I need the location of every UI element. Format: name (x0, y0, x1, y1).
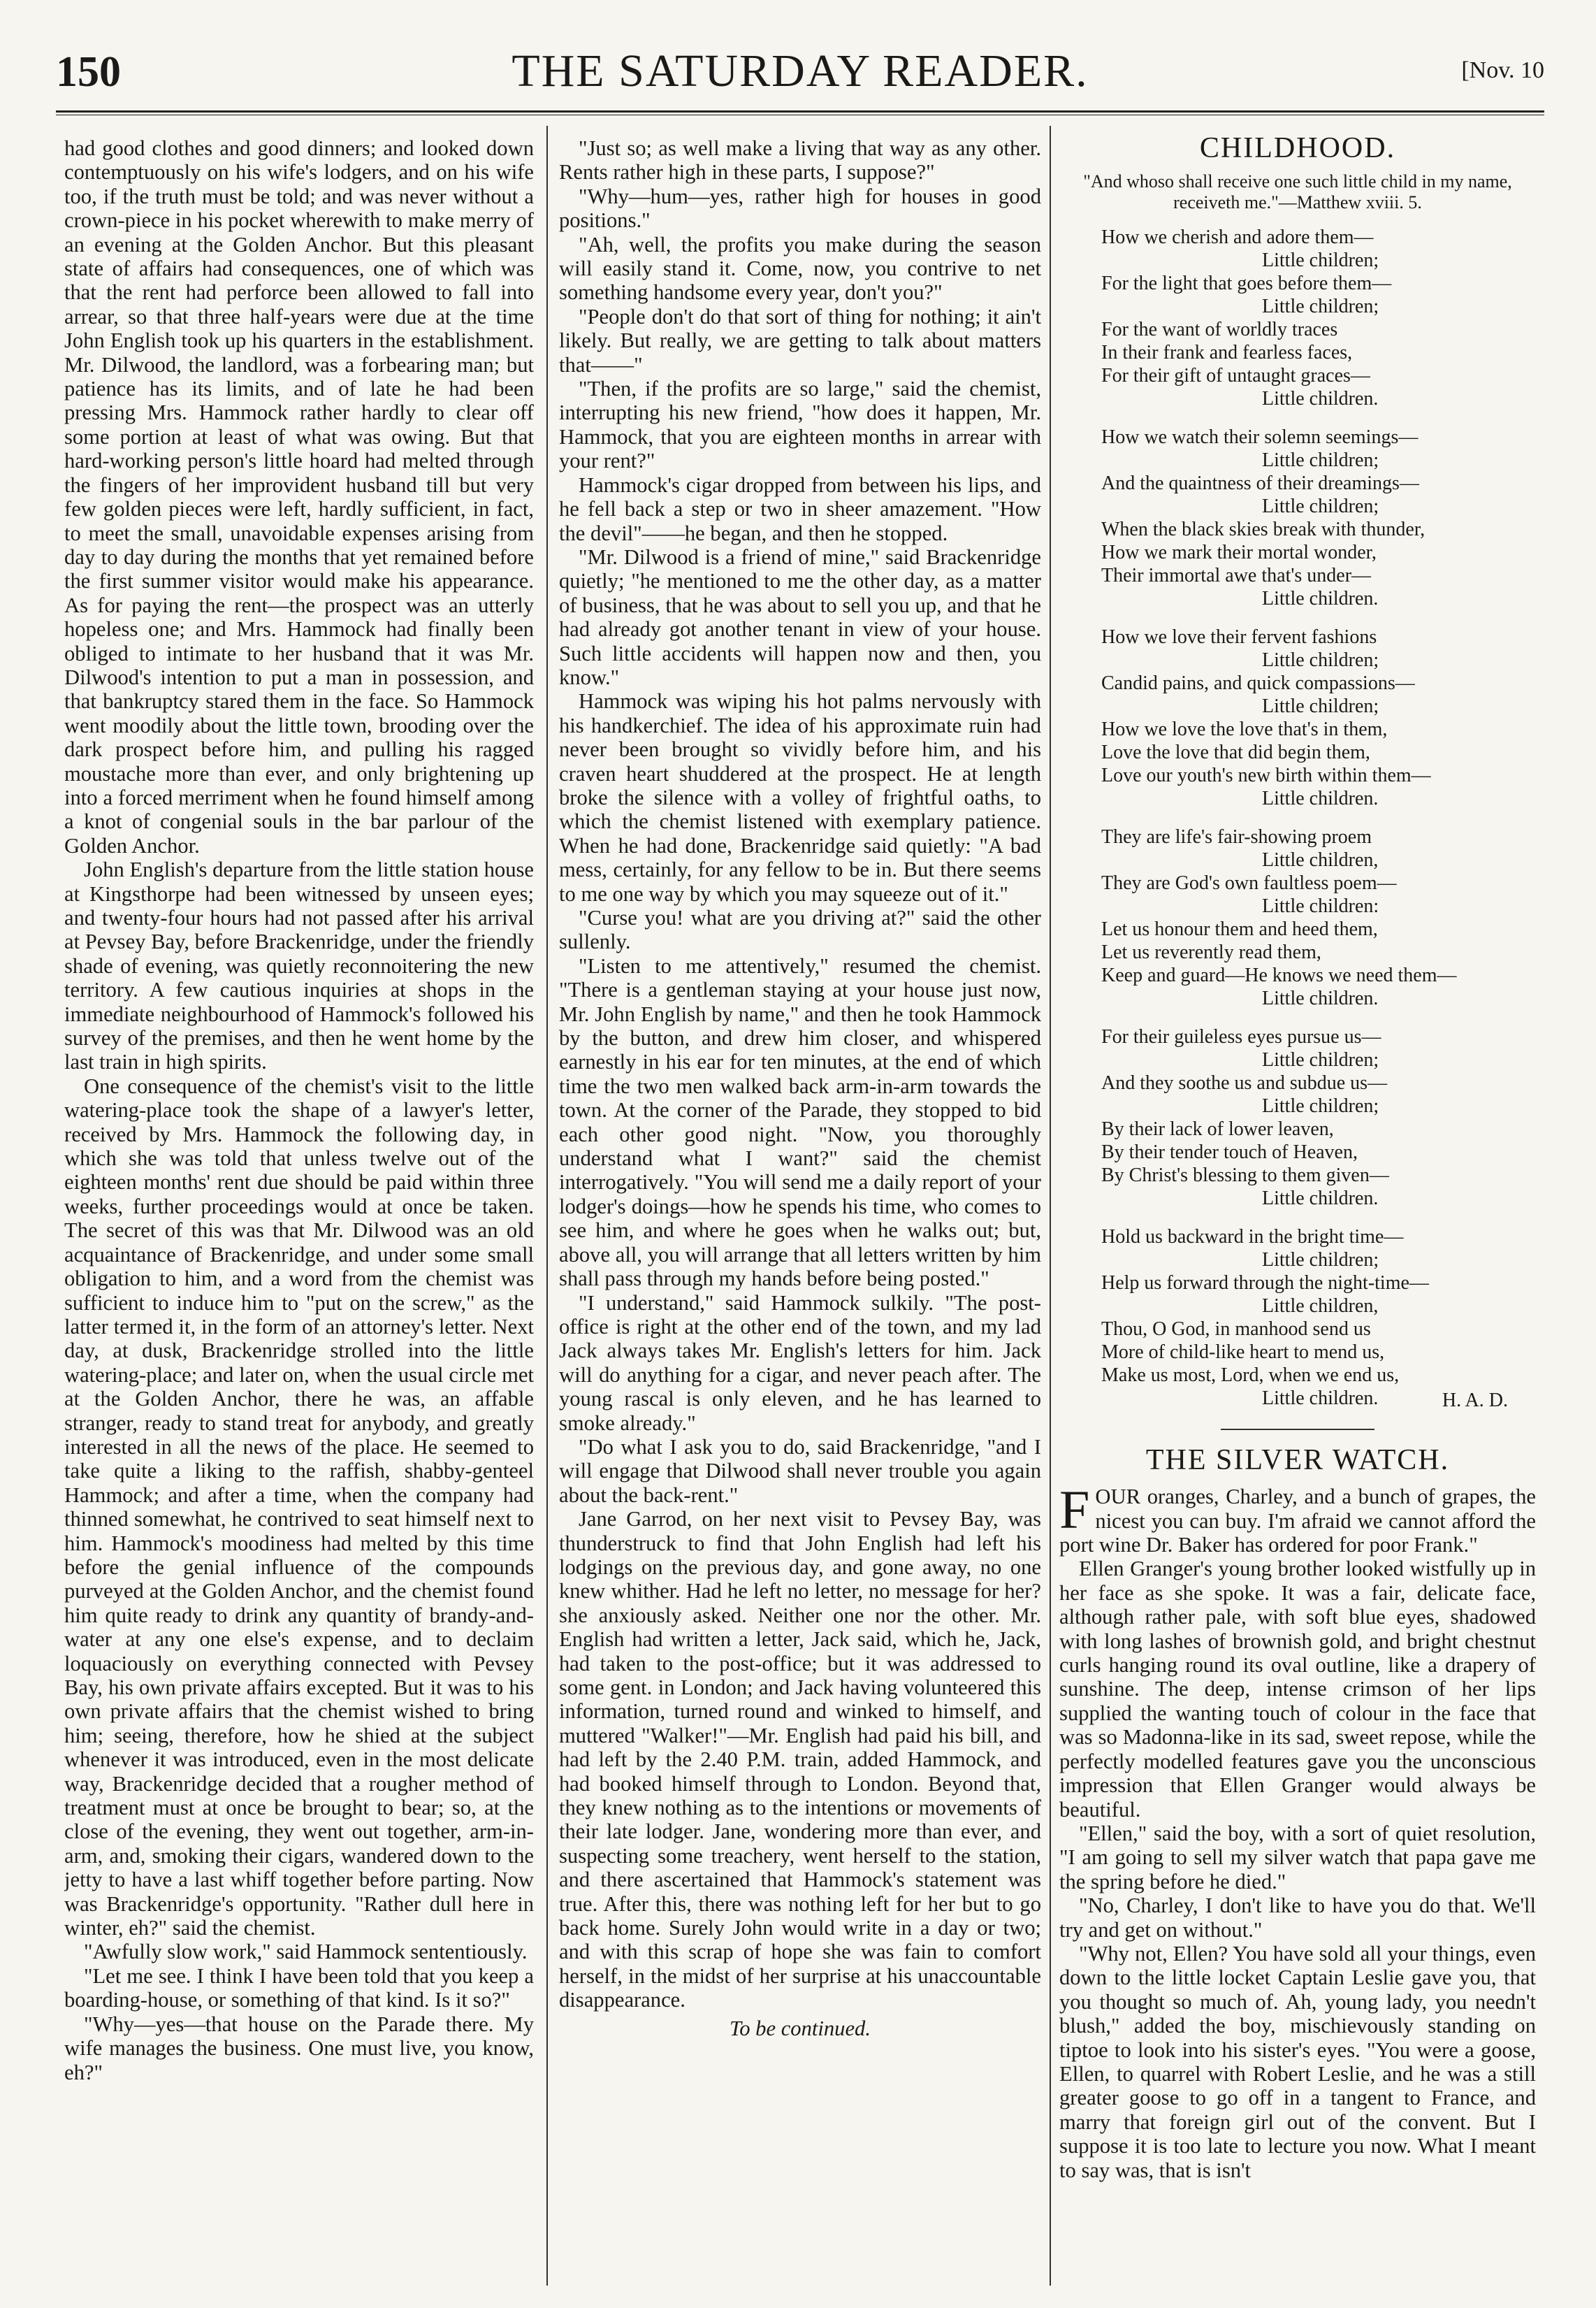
poem-line: Little children; (1262, 449, 1379, 472)
paragraph: OUR oranges, Charley, and a bunch of grapes, the nicest you can buy. I'm afraid we cannot afford the port wine Dr. Baker has ordered for poor Frank." (1059, 1485, 1536, 1557)
paragraph: "Just so; as well make a living that way as any other. Rents rather high in these parts, I suppose?" (559, 136, 1041, 185)
poem-stanza (1101, 1225, 1536, 1410)
poem-line: Their immortal awe that's under— (1101, 565, 1372, 587)
poem-line: Love the love that did begin them, (1101, 742, 1370, 764)
poem-line: Little children. (1262, 988, 1379, 1010)
poem-line: Little children; (1262, 296, 1379, 318)
poem-line: They are God's own faultless poem— (1101, 872, 1397, 895)
poem-line: Little children, (1262, 1295, 1379, 1318)
poem-line: Keep and guard—He knows we need them— (1101, 965, 1457, 987)
column-divider (546, 126, 548, 2286)
poem-line: For the light that goes before them— (1101, 273, 1392, 295)
paragraph: "Do what I ask you to do, said Brackenridge, "and I will engage that Dilwood shall never trouble you again about the back-rent." (559, 1434, 1041, 1507)
paragraph: "No, Charley, I don't like to have you do that. We'll try and get on without." (1059, 1894, 1536, 1942)
paragraph: "Why not, Ellen? You have sold all your things, even down to the little locket Captain Leslie gave you, that you thought so much of. Ah, young lady, you needn't blush," added the boy, mischievously standing on tiptoe to look into his sister's eyes. "You were a goose, Ellen, to quarrel with Robert Leslie, and he was a still greater goose to go off in a tangent to France, and marry that foreign girl out of the convent. But I suppose it is too late to lecture you now. What I meant to say was, that is isn't (1059, 1941, 1536, 2182)
paragraph: "Awfully slow work," said Hammock sententiously. (84, 1940, 528, 1964)
poem-title: CHILDHOOD. (1199, 136, 1396, 164)
poem-line: By Christ's blessing to them given— (1101, 1164, 1389, 1187)
poem-line: Little children; (1262, 1249, 1379, 1271)
poem-line: And they soothe us and subdue us— (1101, 1072, 1388, 1095)
poem-author: H. A. D. (1442, 1390, 1508, 1412)
paragraph: One consequence of the chemist's visit to the little watering-place took the shape of a lawyer's letter, received by Mrs. Hammock the following day, in which she was told that unless twelve out of the eighteen months' rent due should be paid within three weeks, further proceedings would at once be taken. The secret of this was that Mr. Dilwood was an old acquaintance of Brackenridge, and under some small obligation to him, and a word from the chemist was sufficient to induce him to "put on the screw," as the latter termed it, in the form of an attorney's letter. Next day, at dusk, Brackenridge strolled into the little watering-place; and later on, when the usual circle met at the Golden Anchor, there he was, an affable stranger, ready to stand treat for anybody, and greatly interested in all the news of the place. He seemed to take quite a liking to the raffish, shabby-genteel Hammock; and after a time, when the company had thinned somewhat, he contrived to seat himself next to him. Hammock's moodiness had melted by this time before the genial influence of the compounds purveyed at the Golden Anchor, and the chemist found him quite ready to drink any quantity of brandy-and-water at any one else's expense, and to declaim loquaciously on everything connected with Pevsey Bay, his own private affairs excepted. But it was to his own private affairs that the chemist wished to bring him; seeing, therefore, how he shied at the subject whenever it was introduced, even in the most delicate way, Brackenridge decided that a rougher method of treatment must at once be brought to bear; so, at the close of the evening, they went out together, arm-in-arm, and, smoking their cigars, wandered down to the jetty to have a last whiff together before parting. Now was Brackenridge's opportunity. "Rather dull here in winter, eh?" said the chemist. (64, 1074, 534, 1940)
poem-line: They are life's fair-showing proem (1101, 826, 1372, 849)
poem-line: For their gift of untaught graces— (1101, 365, 1370, 387)
poem-line: For the want of worldly traces (1101, 319, 1338, 341)
section-divider (1221, 1429, 1374, 1430)
paragraph: "Why—hum—yes, rather high for houses in good positions." (559, 184, 1041, 233)
to-be-continued: To be continued. (730, 2016, 871, 2040)
poem-stanza (1101, 1025, 1536, 1210)
poem-stanza (1101, 626, 1536, 810)
header-rule (56, 110, 1544, 113)
poem-line: Little children. (1262, 788, 1379, 810)
paragraph: "Ellen," said the boy, with a sort of quiet resolution, "I am going to sell my silver watch that papa gave me the spring before he died." (1059, 1821, 1536, 1894)
story-opening (1059, 1479, 1536, 1557)
poem-line: Little children; (1262, 695, 1379, 718)
issue-date: [Nov. 10 (1461, 57, 1544, 83)
page-number: 150 (56, 48, 121, 96)
poem-line: Hold us backward in the bright time— (1101, 1226, 1404, 1248)
poem-line: Little children. (1262, 388, 1379, 410)
poem-line: Little children; (1262, 1049, 1379, 1072)
paragraph: Hammock was wiping his hot palms nervously with his handkerchief. The idea of his approximate ruin had never been brought so vividly before him, and his craven heart shuddered at the prospect. He at length broke the silence with a volley of frightful oaths, to which the chemist listened with exemplary patience. When he had done, Brackenridge said quietly: "A bad mess, certainly, for any fellow to be in. But there seems to me one way by which you may squeeze out of it." (559, 689, 1041, 906)
column-1 (64, 136, 534, 2275)
paragraph: Ellen Granger's young brother looked wistfully up in her face as she spoke. It was a fair, delicate face, although rather pale, with soft blue eyes, shadowed with long lashes of brownish gold, and bright chestnut curls hanging round its oval outline, like a drapery of sunshine. The deep, intense crimson of her lips supplied the wanting touch of colour in the face that was so Madonna-like in its sad, sweet repose, while the perfectly modelled features gave you the unconscious impression that Ellen Granger would always be beautiful. (1059, 1557, 1536, 1822)
poem-epigraph: "And whoso shall receive one such little child in my name, receiveth me."—Matthew xviii. 5. (1083, 171, 1512, 213)
poem-line: For their guileless eyes pursue us— (1101, 1026, 1381, 1048)
poem-line: And the quaintness of their dreamings— (1101, 473, 1419, 495)
paragraph: "People don't do that sort of thing for nothing; it ain't likely. But really, we are getting to talk about matters that——" (559, 304, 1041, 377)
poem-line: When the black skies break with thunder, (1101, 519, 1425, 541)
drop-cap: F (1059, 1479, 1090, 1541)
poem-line: Love our youth's new birth within them— (1101, 765, 1431, 787)
story-title: THE SILVER WATCH. (1145, 1443, 1450, 1476)
masthead-title: THE SATURDAY READER. (512, 45, 1089, 96)
poem-line: Little children; (1262, 496, 1379, 518)
poem-line: Little children, (1262, 849, 1379, 872)
poem-line: Let us reverently read them, (1101, 942, 1321, 964)
poem-line: How we cherish and adore them— (1101, 226, 1374, 249)
paragraph: "Curse you! what are you driving at?" said the other sullenly. (559, 906, 1041, 954)
paragraph: "Mr. Dilwood is a friend of mine," said Brackenridge quietly; "he mentioned to me the other day, as a matter of business, that he was about to sell you up, and that he had already got another tenant in view of your house. Such little accidents will happen now and then, you know." (559, 544, 1041, 689)
paragraph: "Let me see. I think I have been told that you keep a boarding-house, or something of that kind. Is it so?" (64, 1963, 534, 2012)
poem-line: More of child-like heart to mend us, (1101, 1341, 1385, 1364)
poem-line: How we watch their solemn seemings— (1101, 426, 1419, 449)
poem-line: Help us forward through the night-time— (1101, 1272, 1429, 1294)
page-header (56, 42, 1544, 105)
poem-line: Little children. (1262, 1387, 1379, 1410)
paragraph: had good clothes and good dinners; and looked down contemptuously on his wife's lodgers, and on his wife too, if the truth must be told; and was never without a crown-piece in his pocket wherewith to make merry of an evening at the Golden Anchor. But this pleasant state of affairs had consequences, one of which was that the rent had perforce been allowed to fall into arrear, so that three half-years were due at the time John English took up his quarters in the establishment. Mr. Dilwood, the landlord, was a forbearing man; but patience has its limits, and of late he had been pressing Mrs. Hammock rather hardly to clear off some portion at least of what was owing. But that hard-working person's little hoard had melted through the fingers of her improvident husband till but very few golden pieces were left, hardly sufficient, in fact, to meet the small, unavoidable expenses arising from day to day during the months that yet remained before the first summer visitor would make his appearance. As for paying the rent—the prospect was an utterly hopeless one; and Mrs. Hammock had finally been obliged to intimate to her husband that it was Mr. Dilwood's intention to put a man in possession, and that bankruptcy stared them in the face. So Hammock went moodily about the little town, brooding over the dark prospect before him, and pulling his ragged moustache more than ever, and only brightening up into a forced merriment when he found himself among a knot of congenial souls in the bar parlour of the Golden Anchor. (64, 136, 534, 858)
paragraph: "Then, if the profits are so large," said the chemist, interrupting his new friend, "how does it happen, Mr. Hammock, that you are eighteen months in arrear with your rent?" (559, 377, 1041, 473)
poem-line: Candid pains, and quick compassions— (1101, 672, 1415, 695)
poem-line: How we mark their mortal wonder, (1101, 542, 1377, 564)
poem-line: Little children: (1262, 895, 1379, 918)
paragraph: Hammock's cigar dropped from between his lips, and he fell back a step or two in sheer amazement. "How the devil"——he began, and then he stopped. (559, 473, 1041, 545)
column-3 (1059, 136, 1536, 2275)
poem-line: Let us honour them and heed them, (1101, 918, 1378, 941)
paragraph: Jane Garrod, on her next visit to Pevsey Bay, was thunderstruck to find that John English had left his lodgings on the previous day, and gone away, no one knew whither. Had he left no letter, no message for her? she anxiously asked. Neither one nor the other. Mr. English had written a letter, Jack said, which he, Jack, had taken to the post-office; but it was addressed to some gent. in London; and Jack having volunteered this information, turned round and winked to himself, and muttered "Walker!"—Mr. English had paid his bill, and had left by the 2.40 P.M. train, added Hammock, and had booked himself through to London. Beyond that, they knew nothing as to the intentions or movements of their late lodger. Jane, wondering more than ever, and suspecting some treachery, went herself to the station, and there ascertained that Hammock's statement was true. After this, there was nothing left for her but to go back home. Surely John would write in a day or two; and with this scrap of hope she was fain to comfort herself, in the midst of her surprise at his unaccountable disappearance. (559, 1507, 1041, 2012)
column-divider (1050, 126, 1051, 2286)
poem-line: In their frank and fearless faces, (1101, 342, 1353, 364)
poem-line: Little children; (1262, 649, 1379, 672)
paragraph: "Why—yes—that house on the Parade there. My wife manages the business. One must live, you know, eh?" (64, 2012, 534, 2084)
paragraph: "I understand," said Hammock sulkily. "The post-office is right at the other end of the town, and my lad Jack always takes Mr. English's letters for him. Jack will do anything for a cigar, and never peach after. The young rascal is only eleven, and he has learned to smoke already." (559, 1290, 1041, 1435)
paragraph: John English's departure from the little station house at Kingsthorpe had been witnessed by unseen eyes; and twenty-four hours had not passed after his arrival at Pevsey Bay, before Brackenridge, under the friendly shade of evening, was quietly reconnoitering the new territory. A few cautious inquiries at shops in the immediate neighbourhood of Hammock's followed his survey of the premises, and then he went home by the last train in high spirits. (64, 858, 534, 1074)
poem-line: Little children; (1262, 1095, 1379, 1118)
paragraph: "Listen to me attentively," resumed the chemist. "There is a gentleman staying at your house just now, Mr. John English by name," and then he took Hammock by the button, and drew him closer, and whispered earnestly in his ear for ten minutes, at the end of which time the two men walked back arm-in-arm towards the town. At the corner of the Parade, they stopped to bid each other good night. "Now, you thoroughly understand what I want?" said the chemist interrogatively. "You will send me a daily report of your lodger's doings—how he spends his time, who comes to see him, and where he goes when he walks out; but, above all, you will arrange that all letters written by him shall pass through my hands before being posted." (559, 953, 1041, 1291)
poem-line: How we love the love that's in them, (1101, 719, 1388, 741)
poem-line: How we love their fervent fashions (1101, 626, 1377, 649)
poem-line: By their tender touch of Heaven, (1101, 1141, 1358, 1164)
poem-stanza (1101, 226, 1536, 410)
poem-line: Make us most, Lord, when we end us, (1101, 1364, 1400, 1387)
poem-line: Little children. (1262, 1188, 1379, 1210)
poem-body (1059, 226, 1536, 1410)
poem-line: Thou, O God, in manhood send us (1101, 1318, 1371, 1341)
column-2 (559, 136, 1041, 2275)
poem-stanza (1101, 426, 1536, 610)
poem-stanza (1101, 825, 1536, 1010)
paragraph: "Ah, well, the profits you make during the season will easily stand it. Come, now, you contrive to net something handsome every year, don't you?" (559, 232, 1041, 305)
poem-line: Little children; (1262, 250, 1379, 272)
poem-line: Little children. (1262, 588, 1379, 610)
poem-line: By their lack of lower leaven, (1101, 1118, 1334, 1141)
